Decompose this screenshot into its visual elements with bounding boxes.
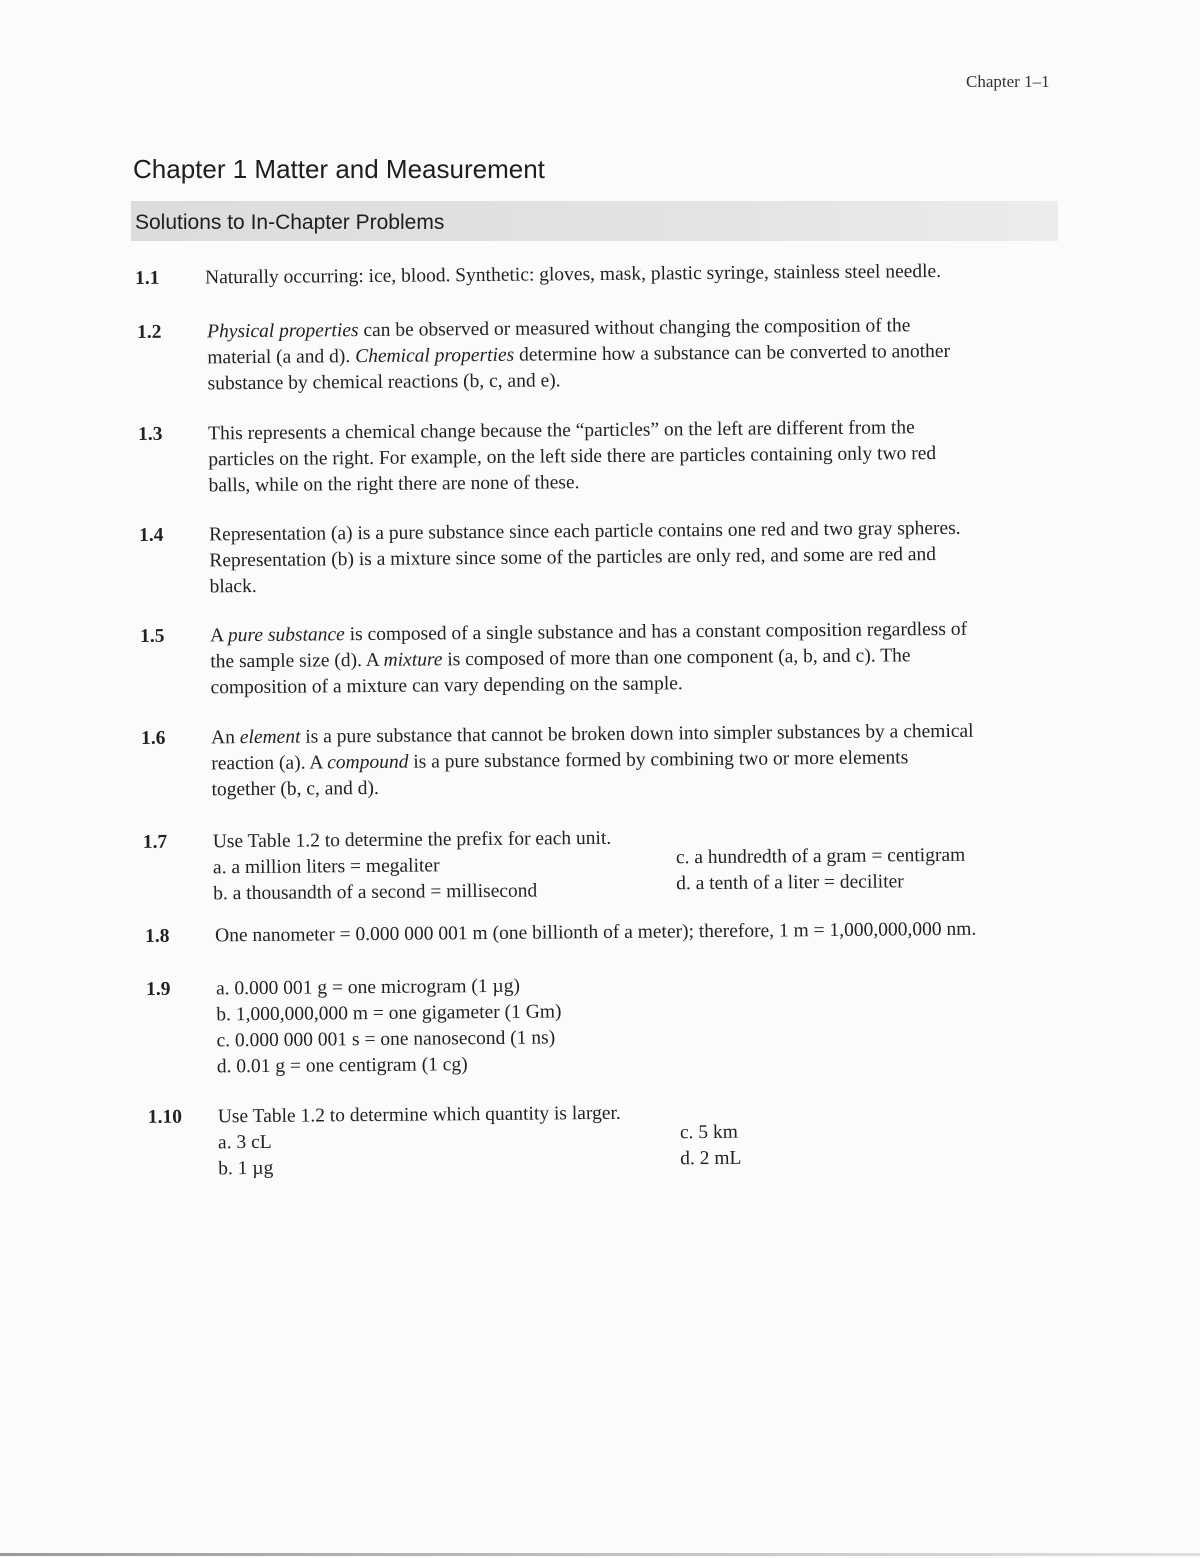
chapter-title: Chapter 1 Matter and Measurement [133, 154, 545, 184]
answer-a: a. 3 cL [217, 1131, 272, 1154]
answer-d: d. a tenth of a liter = deciliter [676, 871, 904, 895]
problem-text [211, 719, 974, 804]
problem-text [209, 516, 961, 601]
text-line: Naturally occurring: ice, blood. Synthetic: gloves, mask, plastic syringe, stainless steel needle. [205, 260, 942, 289]
problem-text [215, 917, 976, 950]
text-line: Representation (a) is a pure substance since each particle contains one red and two gray spheres. [209, 517, 961, 546]
problem-number: 1.4 [139, 524, 164, 546]
answer-d: d. 0.01 g = one centigram (1 cg) [216, 1054, 468, 1078]
problem-number: 1.8 [145, 925, 170, 947]
problem-text [216, 973, 562, 1080]
text-line: Physical properties can be observed or measured without changing the composition of the [207, 315, 911, 343]
text-line: A pure substance is composed of a single substance and has a constant composition regardless of [210, 618, 968, 647]
answer-c: c. 0.000 000 001 s = one nanosecond (1 ns) [216, 1027, 556, 1052]
problem-text [210, 617, 968, 702]
answer-c: c. 5 km [679, 1121, 738, 1144]
problem-number: 1.6 [141, 727, 166, 749]
answer-c: c. a hundredth of a gram = centigram [675, 844, 966, 869]
problem-number: 1.5 [140, 625, 165, 647]
problem-number: 1.9 [146, 978, 171, 1000]
problem-number: 1.1 [135, 267, 160, 289]
answer-b: b. 1,000,000,000 m = one gigameter (1 Gm) [216, 1001, 562, 1026]
running-head: Chapter 1–1 [966, 72, 1050, 91]
problem-text [205, 259, 941, 291]
text-line: balls, while on the right there are none of these. [208, 472, 580, 497]
section-title: Solutions to In-Chapter Problems [135, 211, 445, 234]
term-element: element [239, 726, 301, 749]
problem-1-10 [148, 1097, 1049, 1185]
text-line: substance by chemical reactions (b, c, and e). [207, 370, 561, 395]
answer-a: a. 0.000 001 g = one microgram (1 µg) [216, 975, 521, 1000]
problem-1-7 [143, 822, 1044, 910]
answer-b: b. a thousandth of a second = millisecond [213, 880, 538, 905]
section-header-bar [131, 201, 1058, 241]
term-mixture: mixture [383, 649, 443, 671]
text-line: black. [209, 575, 257, 598]
text-line: Use Table 1.2 to determine the prefix for each unit. [212, 827, 612, 853]
text-line: This represents a chemical change because the “particles” on the left are different from the [208, 417, 915, 445]
term-physical-properties: Physical properties [207, 320, 359, 343]
text-line: together (b, c, and d). [211, 777, 379, 801]
answer-b: b. 1 µg [218, 1157, 274, 1180]
text-line: One nanometer = 0.000 000 001 m (one billionth of a meter); therefore, 1 m = 1,000,000,000 nm. [215, 918, 977, 947]
term-chemical-properties: Chemical properties [355, 344, 515, 368]
text-line: particles on the right. For example, on the left side there are particles containing only two red [208, 443, 937, 471]
answer-a: a. a million liters = megaliter [212, 855, 440, 879]
problem-text [213, 826, 612, 907]
text-line: composition of a mixture can vary depending on the sample. [210, 673, 683, 699]
text-line: the sample size (d). A mixture is composed of more than one component (a, b, and c). The [210, 645, 911, 673]
answer-d: d. 2 mL [680, 1147, 742, 1170]
problem-text [208, 415, 936, 499]
text-line: An element is a pure substance that cannot be broken down into simpler substances by a chemical [211, 720, 974, 749]
text-line: Representation (b) is a mixture since some of the particles are only red, and some are red and [209, 544, 937, 572]
scan-edge-line [0, 1553, 1200, 1556]
problem-text [207, 313, 950, 397]
problem-number: 1.2 [137, 321, 162, 343]
problem-number: 1.7 [142, 831, 168, 853]
text-line: material (a and d). Chemical properties determine how a substance can be converted to another [207, 340, 951, 369]
problem-text [218, 1101, 622, 1183]
text-line: Use Table 1.2 to determine which quantity is larger. [217, 1102, 621, 1128]
term-compound: compound [327, 751, 409, 774]
text-line: reaction (a). A compound is a pure substance formed by combining two or more elements [211, 747, 909, 775]
problem-number: 1.3 [138, 423, 163, 445]
problem-number: 1.10 [147, 1106, 182, 1128]
term-pure-substance: pure substance [227, 624, 345, 647]
